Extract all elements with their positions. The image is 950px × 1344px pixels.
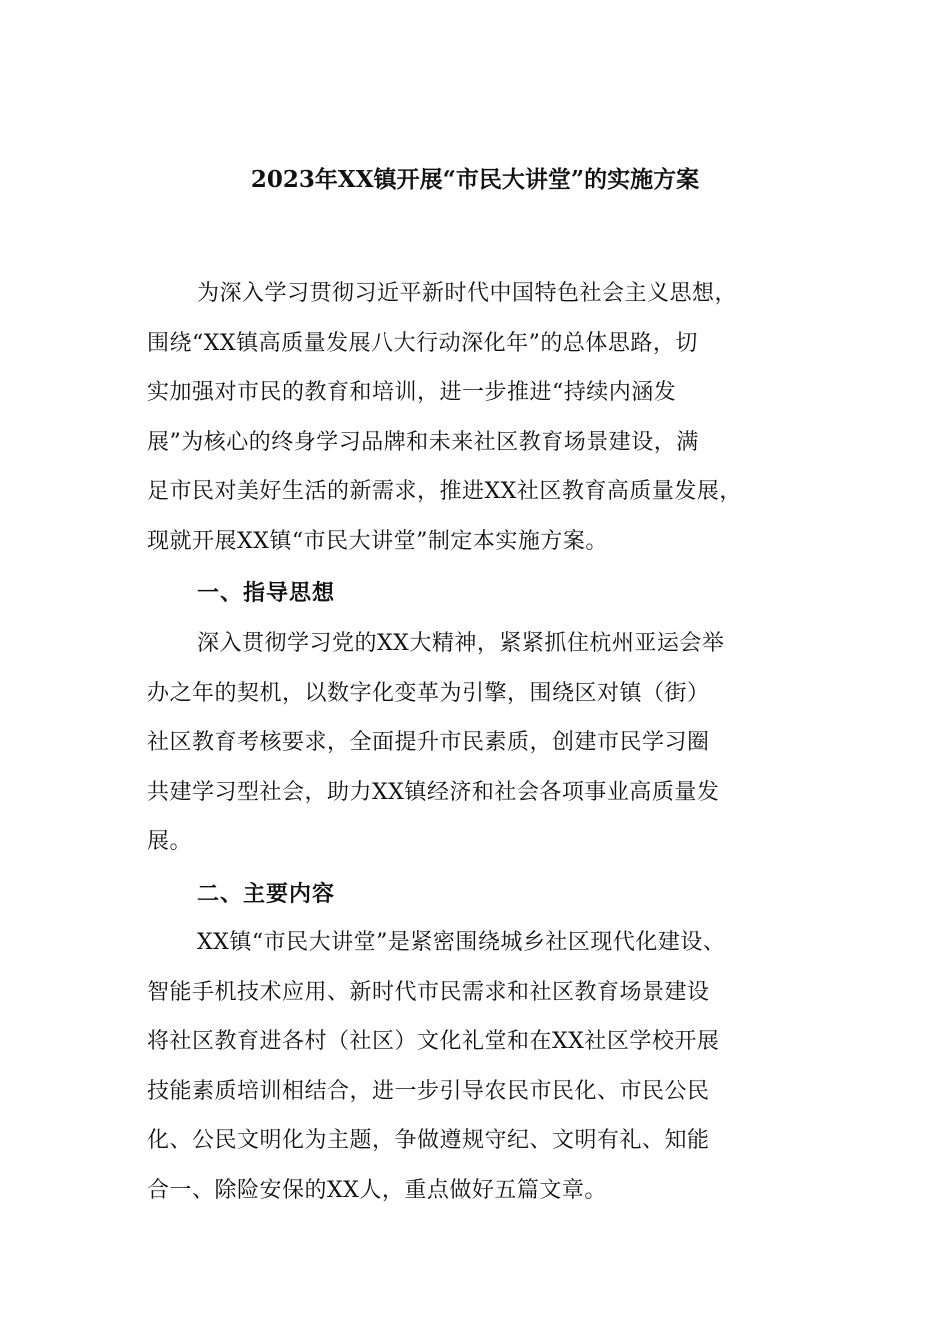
section-heading-guiding-ideology: 一、指导思想 xyxy=(197,580,336,606)
section-heading-main-content: 二、主要内容 xyxy=(197,881,336,907)
paragraph-line: XX镇“市民大讲堂”是紧密围绕城乡社区现代化建设、 xyxy=(197,930,726,955)
document-title: 2023年XX镇开展“市民大讲堂”的实施方案 xyxy=(250,166,700,193)
paragraph-line: 足市民对美好生活的新需求，推进XX社区教育高质量发展， xyxy=(147,479,742,504)
paragraph-line: 围绕“XX镇高质量发展八大行动深化年”的总体思路，切 xyxy=(147,330,698,356)
paragraph-line: 办之年的契机，以数字化变革为引擎，围绕区对镇（街） xyxy=(147,680,710,706)
paragraph-line: 将社区教育进各村（社区）文化礼堂和在XX社区学校开展 xyxy=(147,1029,720,1054)
paragraph-line: 社区教育考核要求，全面提升市民素质，创建市民学习圈 xyxy=(147,730,710,755)
paragraph-line: 合一、除险安保的XX人，重点做好五篇文章。 xyxy=(147,1177,607,1203)
paragraph-line: 深入贯彻学习党的XX大精神，紧紧抓住杭州亚运会举 xyxy=(197,631,725,656)
section2-paragraph xyxy=(147,918,827,1215)
intro-paragraph xyxy=(147,269,827,566)
section1-paragraph xyxy=(147,619,827,867)
paragraph-line: 化、公民文明化为主题，争做遵规守纪、文明有礼、知能 xyxy=(147,1128,710,1153)
paragraph-line: 技能素质培训相结合，进一步引导农民市民化、市民公民 xyxy=(147,1078,710,1104)
paragraph-line: 共建学习型社会，助力XX镇经济和社会各项事业高质量发 xyxy=(147,779,720,805)
paragraph-line: 为深入学习贯彻习近平新时代中国特色社会主义思想， xyxy=(197,281,738,306)
paragraph-line: 现就开展XX镇“市民大讲堂”制定本实施方案。 xyxy=(147,528,608,554)
paragraph-line: 展。 xyxy=(147,829,193,854)
paragraph-line: 实加强对市民的教育和培训，进一步推进“持续内涵发 xyxy=(147,380,677,405)
paragraph-line: 智能手机技术应用、新时代市民需求和社区教育场景建设 xyxy=(147,979,710,1005)
paragraph-line: 展”为核心的终身学习品牌和未来社区教育场景建设，满 xyxy=(147,429,699,455)
